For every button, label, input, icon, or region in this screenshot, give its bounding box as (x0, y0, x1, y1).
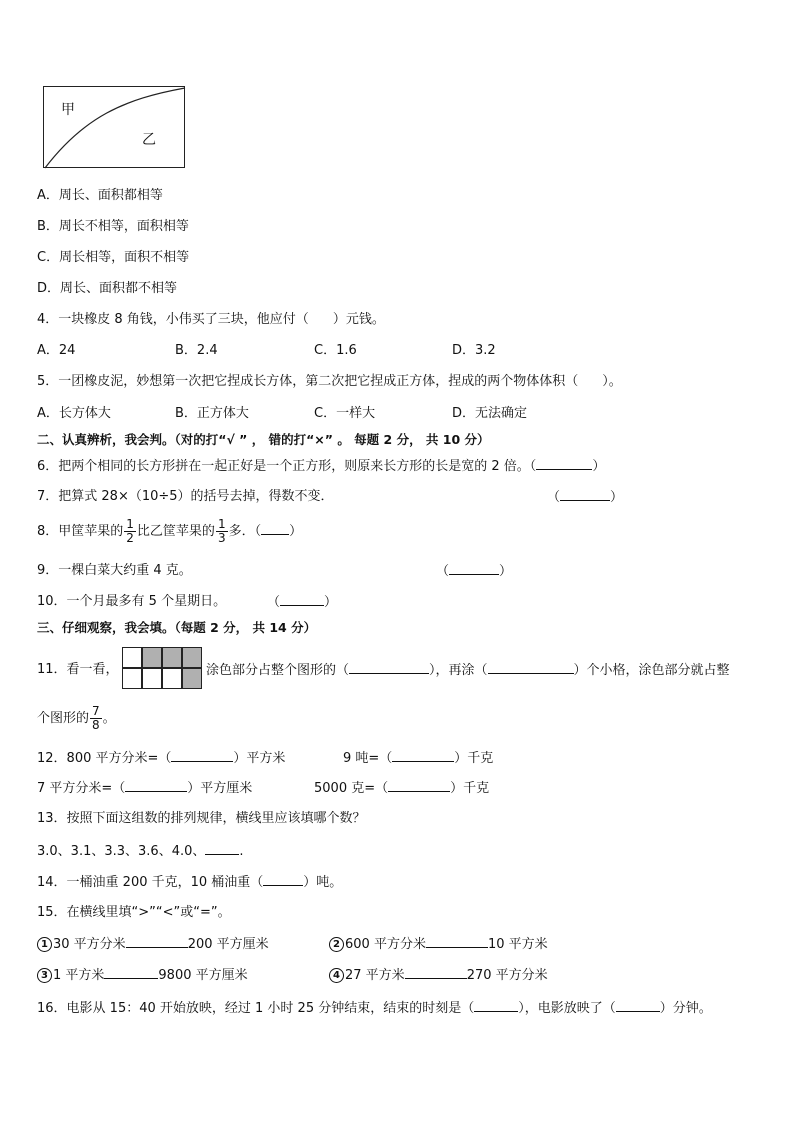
q13-answer-blank[interactable] (205, 842, 239, 855)
q4-option-b: B．2.4 (175, 343, 218, 358)
q14-text-a: 14．一桶油重 200 千克，10 桶油重（ (37, 875, 264, 890)
q12-r2a: 7 平方分米=（ (37, 781, 126, 796)
circled-number-4: 4 (329, 968, 344, 983)
q4-stem (37, 311, 385, 329)
q3-option-b: B．周长不相等，面积相等 (37, 219, 189, 234)
q15-item-1 (37, 935, 269, 954)
q8-f2-numerator: 1 (217, 517, 226, 531)
q12-r2b: ）平方厘米 (187, 781, 253, 796)
q12-blank-1[interactable] (171, 749, 233, 762)
q15-blank-4[interactable] (405, 966, 467, 979)
q9-open: （ (436, 564, 450, 579)
q14 (37, 873, 342, 892)
q5-stem (37, 373, 622, 391)
q12-r2c: 5000 克=（ (314, 781, 389, 796)
q15-item-2-left: 600 平方分米 (345, 937, 426, 952)
q5-option-a: A．长方体大 (37, 406, 111, 421)
q11-text-c: ），再涂（ (429, 663, 488, 678)
figure-label-b: 乙 (142, 132, 156, 148)
grid-cell (142, 668, 162, 689)
q4-option-d: D．3.2 (452, 343, 496, 358)
q3-option-d: D．周长、面积都不相等 (37, 281, 178, 296)
q13-end: . (239, 844, 244, 859)
q10-text: 10．一个月最多有 5 个星期日。 (37, 594, 227, 609)
q7-open: （ (547, 490, 561, 505)
q12-r1b: ）平方米 (233, 751, 286, 766)
q11-text-f: 。 (102, 711, 116, 726)
q7-text: 7．把算式 28×（10÷5）的括号去掉，得数不变． (37, 489, 334, 504)
q15-item-3 (37, 966, 248, 985)
q11-grid (122, 647, 202, 689)
q15-item-3-right: 9800 平方厘米 (158, 968, 248, 983)
q5-stem-end: ）。 (602, 374, 622, 389)
q14-text-b: ）吨。 (303, 875, 343, 890)
q9-answer (436, 562, 512, 581)
q12-r1c: 9 吨=（ (343, 751, 393, 766)
q11-numerator: 7 (92, 704, 100, 718)
q11-fraction-seven-eighths (90, 705, 102, 732)
grid-cell (142, 647, 162, 668)
q9-close: ） (499, 564, 513, 579)
q8 (37, 515, 302, 549)
q16-text-a: 16．电影从 15：40 开始放映，经过 1 小时 25 分钟结束，结束的时刻是（ (37, 1001, 475, 1016)
circled-number-3: 3 (37, 968, 52, 983)
grid-cell (182, 647, 202, 668)
q6-text: 6．把两个相同的长方形拼在一起正好是一个正方形，则原来长方形的长是宽的 2 倍。（ (37, 459, 537, 474)
q7-answer-blank[interactable] (560, 488, 610, 501)
grid-cell (162, 668, 182, 689)
q15-item-1-left: 30 平方分米 (53, 937, 126, 952)
q15-blank-3[interactable] (104, 966, 158, 979)
q15-item-4 (329, 966, 548, 985)
grid-cell (122, 668, 142, 689)
q12-r1d: ）千克 (454, 751, 494, 766)
q8-fraction-one-half (124, 518, 136, 545)
q12-r2d: ）千克 (450, 781, 490, 796)
grid-cell (182, 668, 202, 689)
q16-answer-blank-1[interactable] (474, 999, 518, 1012)
figure-label-a: 甲 (61, 102, 75, 118)
q11-text (206, 661, 730, 680)
q15-item-2 (329, 935, 548, 954)
q16-text-c: ）分钟。 (659, 1001, 712, 1016)
q15-item-3-left: 1 平方米 (53, 968, 105, 983)
q4-option-c: C．1.6 (314, 343, 357, 358)
q8-text-c: 多．（ (228, 524, 262, 539)
q14-answer-blank[interactable] (263, 873, 303, 886)
q13-seq: 3.0、3.1、3.3、3.6、4.0、 (37, 844, 206, 859)
q11-lead: 11．看一看， (37, 662, 119, 677)
grid-cell (122, 647, 142, 668)
q9-text: 9．一棵白菜大约重 4 克。 (37, 563, 192, 578)
q11-denominator: 8 (92, 718, 100, 732)
q13-stem: 13．按照下面这组数的排列规律，横线里应该填哪个数？ (37, 811, 366, 826)
q8-text-a: 8．甲筐苹果的 (37, 524, 124, 539)
q8-text-b: 比乙筐苹果的 (136, 524, 215, 539)
section-2-heading: 二、认真辨析，我会判。（对的打“√ ” ， 错的打“×” 。 每题 2 分， 共 10 分） (37, 432, 490, 447)
q12-row2-right (314, 779, 489, 798)
q12-blank-2[interactable] (392, 749, 454, 762)
q8-fraction-one-third (216, 518, 228, 545)
q10-open: （ (267, 595, 281, 610)
q11-text-e: 个图形的 (37, 711, 90, 726)
q12-r1a: 12．800 平方分米=（ (37, 751, 172, 766)
q5-stem-text: 5．一团橡皮泥，妙想第一次把它捏成长方体，第二次把它捏成正方体，捏成的两个物体体积（ (37, 374, 579, 389)
q15-item-2-right: 10 平方米 (487, 937, 548, 952)
q6-answer-blank[interactable] (536, 457, 592, 470)
q16 (37, 999, 712, 1018)
q5-option-b: B．正方体大 (175, 406, 249, 421)
q3-option-a: A．周长、面积都相等 (37, 188, 163, 203)
q4-stem-end: ）元钱。 (332, 312, 385, 327)
q12-row2-left (37, 779, 252, 798)
q11-text-b: 涂色部分占整个图形的（ (206, 663, 350, 678)
q5-option-d: D．无法确定 (452, 406, 528, 421)
q10-answer-blank[interactable] (280, 593, 324, 606)
q12-row1-right (343, 749, 493, 768)
q12-blank-3[interactable] (125, 779, 187, 792)
q8-answer-blank[interactable] (261, 522, 289, 535)
q8-f2-denominator: 3 (217, 531, 226, 545)
q10-answer (267, 593, 337, 612)
q15-stem: 15．在横线里填“>”“<”或“=”。 (37, 905, 231, 920)
circled-number-1: 1 (37, 937, 52, 952)
q12-blank-4[interactable] (388, 779, 450, 792)
q11-line2 (37, 702, 116, 736)
section-3-heading: 三、仔细观察，我会填。（每题 2 分， 共 14 分） (37, 620, 317, 635)
q15-item-4-left: 27 平方米 (345, 968, 405, 983)
q15-blank-2[interactable] (426, 935, 488, 948)
q9-answer-blank[interactable] (449, 562, 499, 575)
circled-number-2: 2 (329, 937, 344, 952)
q4-option-a: A．24 (37, 343, 76, 358)
q7-close: ） (610, 490, 624, 505)
q11-text-d: ）个小格，涂色部分就占整 (573, 663, 730, 678)
q10-close: ） (324, 595, 338, 610)
q11-answer-blank-1[interactable] (349, 661, 429, 674)
q11-answer-blank-2[interactable] (488, 661, 574, 674)
q8-close: ） (289, 524, 303, 539)
figure-rectangle (43, 86, 185, 168)
q13-sequence (37, 842, 244, 861)
q5-option-c: C．一样大 (314, 406, 376, 421)
q7-answer (547, 488, 623, 507)
grid-cell (162, 647, 182, 668)
q15-blank-1[interactable] (126, 935, 188, 948)
q3-option-c: C．周长相等，面积不相等 (37, 250, 190, 265)
q8-f1-denominator: 2 (126, 531, 134, 545)
q12-row1-left (37, 749, 285, 768)
q6 (37, 457, 605, 476)
q8-f1-numerator: 1 (126, 517, 134, 531)
q4-stem-text: 4．一块橡皮 8 角钱，小伟买了三块，他应付（ (37, 312, 309, 327)
q16-answer-blank-2[interactable] (616, 999, 660, 1012)
q15-item-4-right: 270 平方分米 (466, 968, 548, 983)
q16-text-b: ），电影放映了（ (518, 1001, 616, 1016)
q15-item-1-right: 200 平方厘米 (187, 937, 269, 952)
q6-close: ） (592, 459, 606, 474)
